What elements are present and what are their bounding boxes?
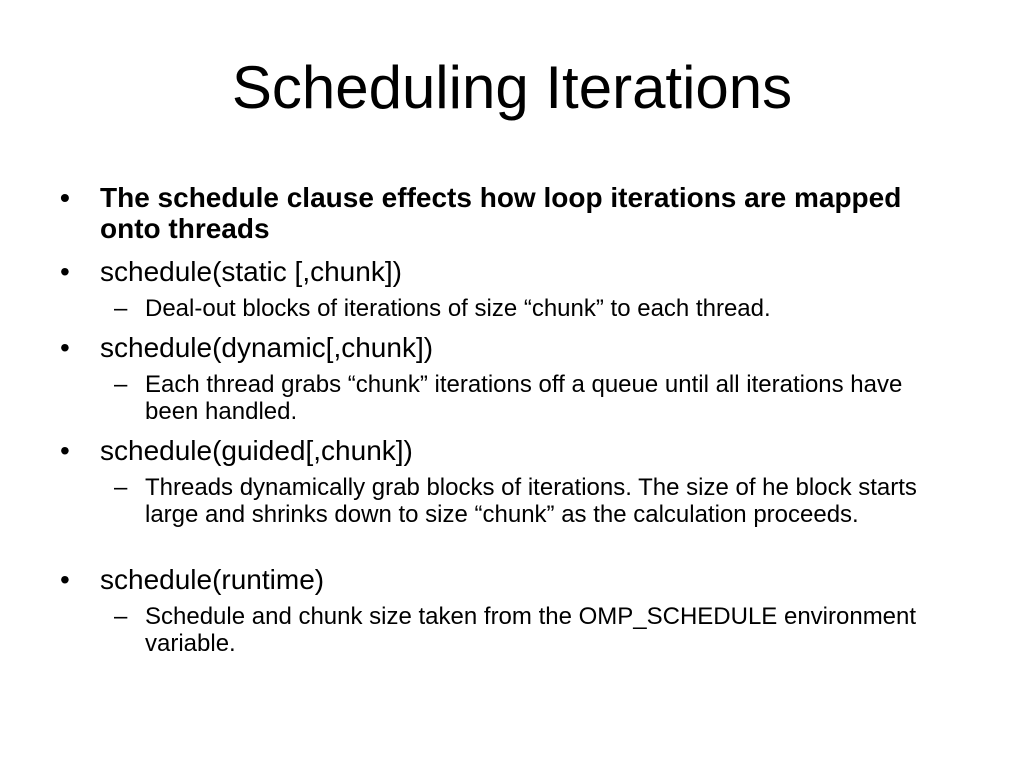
sub-bullet-text: Threads dynamically grab blocks of iterations. The size of he block starts large and shrinks down to size “chunk” as the calculation proceeds. xyxy=(145,474,917,528)
sub-bullet-text: Schedule and chunk size taken from the OMP_SCHEDULE environment variable. xyxy=(145,603,917,657)
bullet-item xyxy=(60,564,960,595)
bullet-item xyxy=(60,182,960,244)
sub-bullet-text: Deal-out blocks of iterations of size “chunk” to each thread. xyxy=(145,295,771,322)
bullet-marker: • xyxy=(60,256,70,287)
bullet-marker: • xyxy=(60,564,70,595)
bullet-text: schedule(guided[,chunk]) xyxy=(100,435,413,466)
slide-title: Scheduling Iterations xyxy=(231,54,793,121)
bullet-item xyxy=(60,256,960,287)
bullet-text: The schedule clause effects how loop iterations are mapped onto threads xyxy=(100,182,902,244)
bullet-marker: • xyxy=(60,435,70,466)
sub-bullet-item xyxy=(114,474,935,528)
bullet-marker: • xyxy=(60,182,70,213)
sub-bullet-marker: – xyxy=(114,371,128,398)
bullet-item xyxy=(60,435,960,466)
sub-bullet-item xyxy=(114,603,935,657)
sub-bullet-marker: – xyxy=(114,603,128,630)
sub-bullet-marker: – xyxy=(114,474,128,501)
sub-bullet-item xyxy=(114,371,935,425)
bullet-item xyxy=(60,332,960,363)
bullet-text: schedule(static [,chunk]) xyxy=(100,256,402,287)
sub-bullet-item xyxy=(114,295,935,322)
bullet-marker: • xyxy=(60,332,70,363)
sub-bullet-marker: – xyxy=(114,295,128,322)
bullet-text: schedule(runtime) xyxy=(100,564,325,595)
bullet-text: schedule(dynamic[,chunk]) xyxy=(100,332,434,363)
sub-bullet-text: Each thread grabs “chunk” iterations off a queue until all iterations have been handled. xyxy=(145,371,903,425)
